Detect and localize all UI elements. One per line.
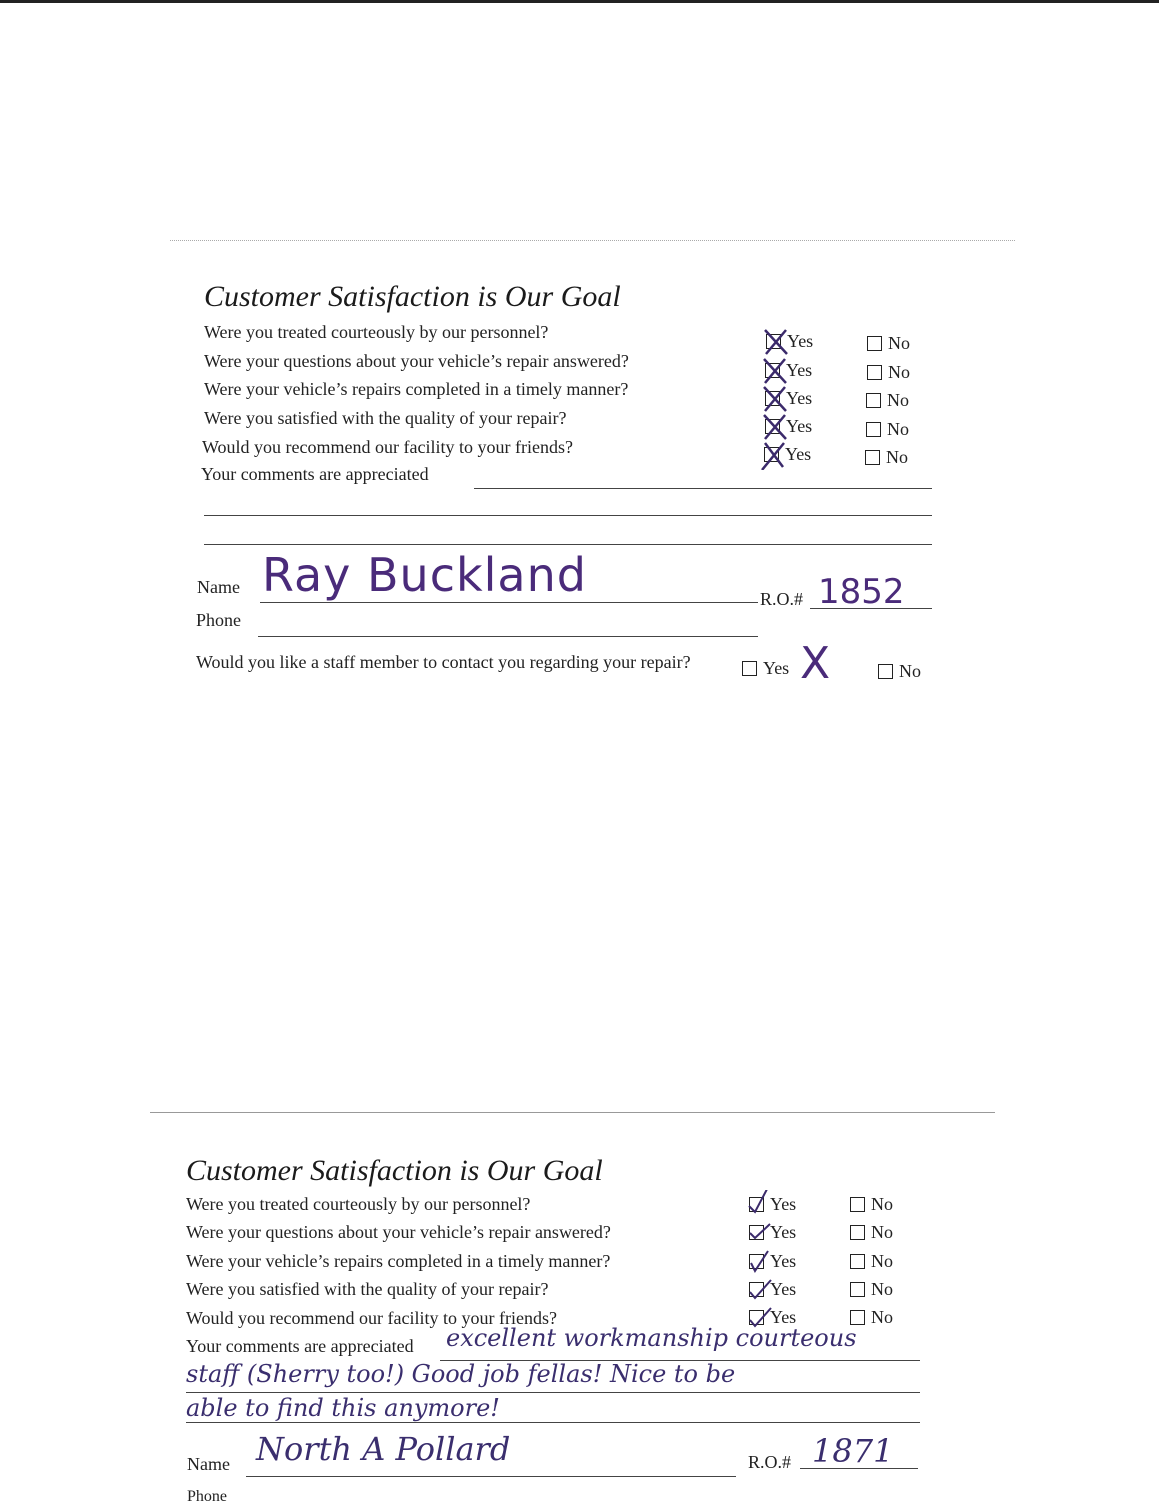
phone-label: Phone — [196, 610, 241, 630]
answer-4-yes[interactable] — [765, 416, 812, 437]
checkbox-checked[interactable] — [766, 334, 781, 349]
phone-line[interactable] — [258, 636, 758, 637]
comments-label: Your comments are appreciated — [201, 464, 429, 484]
no-label: No — [888, 362, 910, 382]
answer-1-no[interactable] — [867, 333, 910, 354]
checkbox[interactable] — [850, 1254, 865, 1269]
survey-card-2 — [150, 1112, 995, 1512]
question-4: Were you satisfied with the quality of your repair? — [186, 1279, 549, 1299]
answer-3-no[interactable] — [866, 390, 909, 411]
no-label: No — [871, 1279, 893, 1299]
name-line[interactable] — [260, 602, 758, 603]
checkbox-checked[interactable] — [749, 1282, 764, 1297]
answer-2-yes[interactable] — [749, 1222, 796, 1243]
checkbox-checked[interactable] — [765, 419, 780, 434]
name-label: Name — [187, 1454, 230, 1474]
contact-no-label: No — [899, 661, 921, 681]
answer-2-yes[interactable] — [765, 360, 812, 381]
yes-label: Yes — [770, 1222, 797, 1242]
ro-label: R.O.# — [748, 1452, 792, 1472]
no-label: No — [871, 1194, 893, 1214]
name-value-handwritten: North A Pollard — [256, 1430, 511, 1468]
checkbox-checked[interactable] — [749, 1197, 764, 1212]
name-line[interactable] — [246, 1476, 736, 1477]
ro-value-handwritten: 1871 — [812, 1432, 894, 1470]
checkbox[interactable] — [850, 1282, 865, 1297]
comment-handwritten-line-3: able to find this anymore! — [186, 1394, 500, 1422]
answer-1-yes[interactable] — [749, 1194, 796, 1215]
ro-value-handwritten: 1852 — [818, 572, 905, 612]
question-1: Were you treated courteously by our personnel? — [204, 322, 549, 342]
answer-5-no[interactable] — [865, 447, 908, 468]
yes-label: Yes — [786, 416, 813, 436]
comment-line[interactable] — [204, 544, 932, 545]
answer-2-no[interactable] — [867, 362, 910, 383]
question-5: Would you recommend our facility to your friends? — [186, 1308, 557, 1328]
answer-4-yes[interactable] — [749, 1279, 796, 1300]
no-label: No — [887, 390, 909, 410]
yes-label: Yes — [770, 1194, 797, 1214]
checkbox[interactable] — [867, 365, 882, 380]
card-title: Customer Satisfaction is Our Goal — [186, 1154, 603, 1187]
comment-line[interactable] — [204, 515, 932, 516]
checkbox[interactable] — [866, 422, 881, 437]
answer-4-no[interactable] — [850, 1279, 893, 1300]
question-1: Were you treated courteously by our personnel? — [186, 1194, 531, 1214]
yes-label: Yes — [770, 1251, 797, 1271]
ro-label: R.O.# — [760, 589, 804, 609]
yes-label: Yes — [770, 1307, 797, 1327]
checkbox[interactable] — [865, 450, 880, 465]
checkbox[interactable] — [867, 336, 882, 351]
comment-line[interactable] — [474, 488, 932, 489]
contact-yes-label: Yes — [763, 658, 790, 678]
checkbox[interactable] — [850, 1225, 865, 1240]
answer-1-no[interactable] — [850, 1194, 893, 1215]
contact-no[interactable] — [878, 661, 921, 682]
answer-2-no[interactable] — [850, 1222, 893, 1243]
comment-handwritten-line-2: staff (Sherry too!) Good job fellas! Nice to be — [186, 1360, 736, 1388]
checkbox-checked[interactable] — [765, 391, 780, 406]
no-label: No — [888, 333, 910, 353]
answer-4-no[interactable] — [866, 419, 909, 440]
checkbox[interactable] — [878, 664, 893, 679]
checkbox[interactable] — [850, 1197, 865, 1212]
question-3: Were your vehicle’s repairs completed in a timely manner? — [186, 1251, 611, 1271]
checkbox[interactable] — [866, 393, 881, 408]
yes-label: Yes — [785, 444, 812, 464]
yes-label: Yes — [770, 1279, 797, 1299]
answer-1-yes[interactable] — [766, 331, 813, 352]
comment-line[interactable] — [186, 1392, 920, 1393]
question-4: Were you satisfied with the quality of your repair? — [204, 408, 567, 428]
contact-x-mark: X — [800, 638, 831, 689]
ro-line[interactable] — [800, 1468, 918, 1469]
question-3: Were your vehicle’s repairs completed in a timely manner? — [204, 379, 629, 399]
question-2: Were your questions about your vehicle’s repair answered? — [186, 1222, 611, 1242]
survey-card-1 — [170, 240, 1015, 750]
contact-yes[interactable] — [742, 658, 789, 679]
answer-5-yes[interactable] — [764, 444, 811, 465]
card-title: Customer Satisfaction is Our Goal — [204, 280, 621, 313]
answer-3-no[interactable] — [850, 1251, 893, 1272]
no-label: No — [886, 447, 908, 467]
scan-top-edge — [0, 0, 1159, 3]
card-top-border — [150, 1112, 995, 1113]
no-label: No — [871, 1251, 893, 1271]
checkbox[interactable] — [850, 1310, 865, 1325]
no-label: No — [871, 1307, 893, 1327]
comment-handwritten-line-1: excellent workmanship courteous — [446, 1324, 857, 1352]
question-2: Were your questions about your vehicle’s repair answered? — [204, 351, 629, 371]
question-5: Would you recommend our facility to your friends? — [202, 437, 573, 457]
checkbox-checked[interactable] — [765, 363, 780, 378]
checkbox-checked[interactable] — [764, 447, 779, 462]
yes-label: Yes — [787, 331, 814, 351]
checkbox-checked[interactable] — [749, 1254, 764, 1269]
no-label: No — [871, 1222, 893, 1242]
comments-label: Your comments are appreciated — [186, 1336, 414, 1356]
name-value-handwritten: Ray Buckland — [262, 548, 587, 602]
contact-question: Would you like a staff member to contact you regarding your repair? — [196, 652, 691, 672]
phone-label: Phone — [187, 1488, 227, 1505]
answer-3-yes[interactable] — [765, 388, 812, 409]
yes-label: Yes — [786, 388, 813, 408]
comment-line[interactable] — [186, 1422, 920, 1423]
card-top-border — [170, 240, 1015, 241]
checkbox-checked[interactable] — [749, 1225, 764, 1240]
no-label: No — [887, 419, 909, 439]
name-label: Name — [197, 577, 240, 597]
answer-3-yes[interactable] — [749, 1251, 796, 1272]
yes-label: Yes — [786, 360, 813, 380]
checkbox[interactable] — [742, 661, 757, 676]
checkbox-checked[interactable] — [749, 1310, 764, 1325]
